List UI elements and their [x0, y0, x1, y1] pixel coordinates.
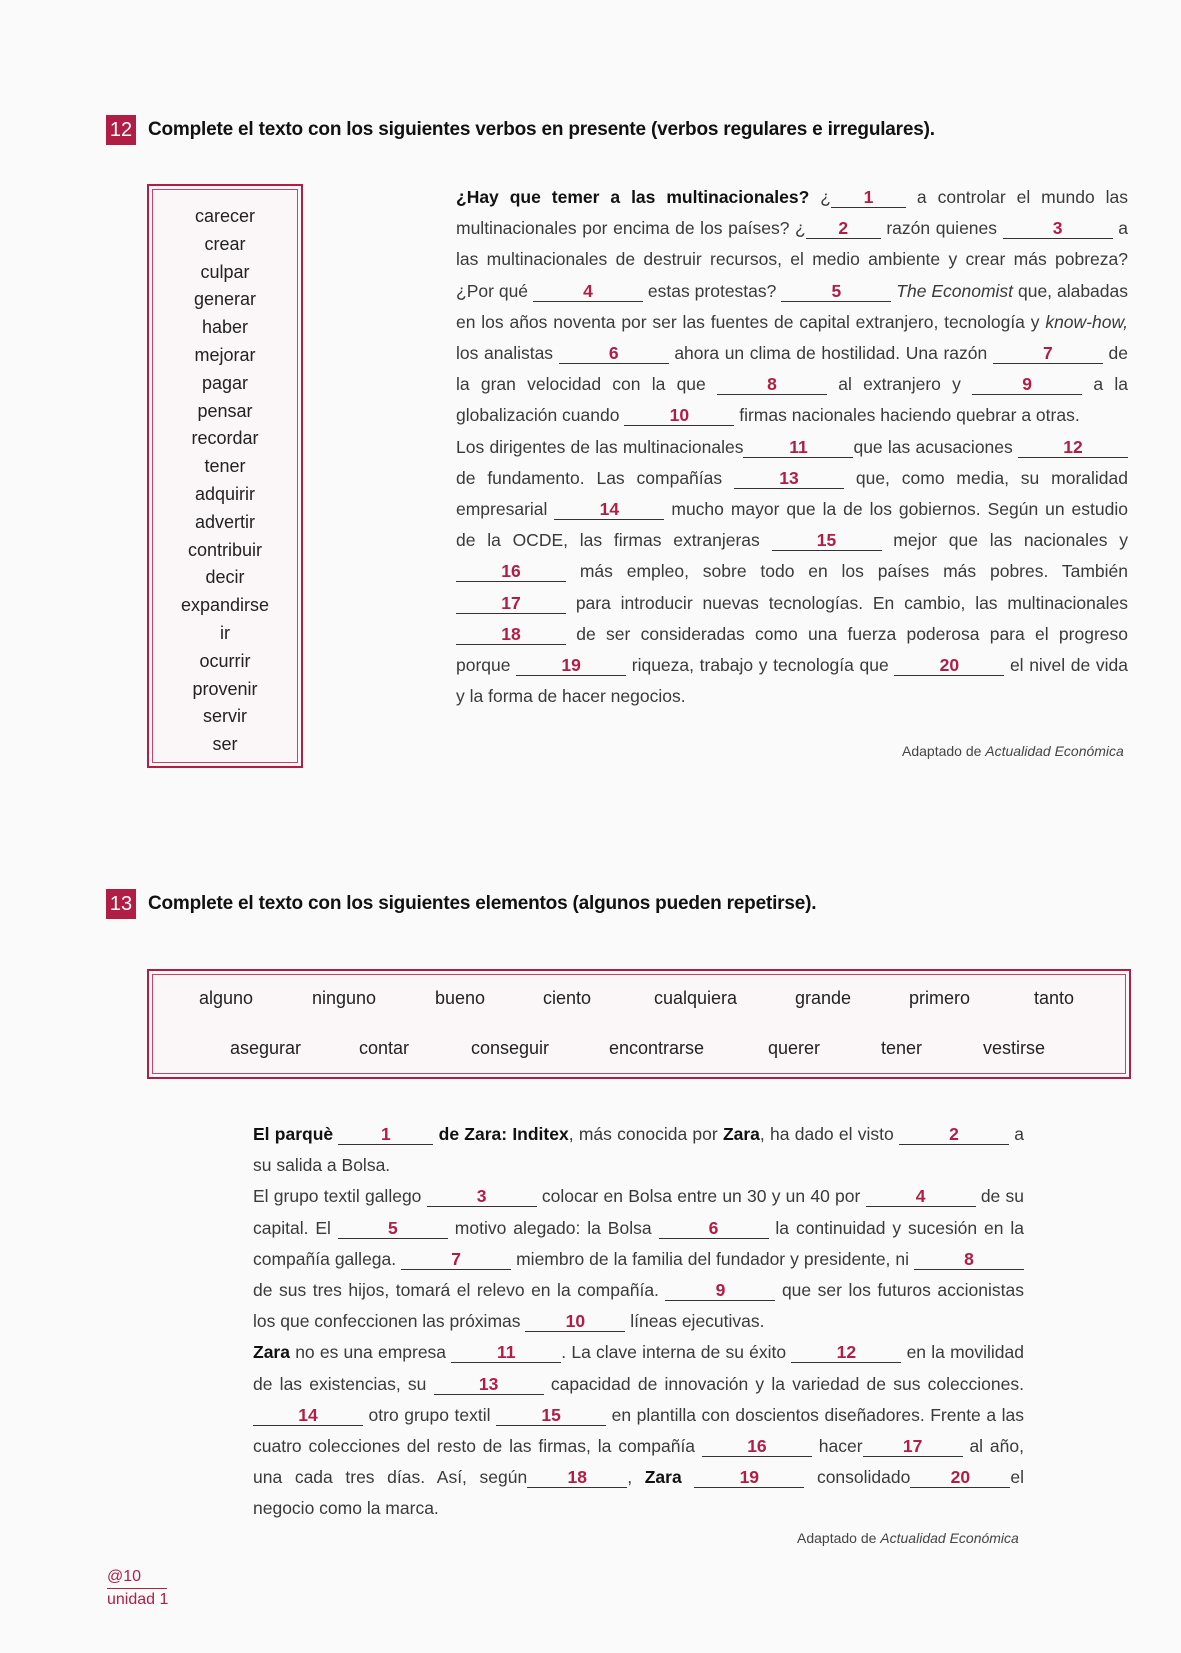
element-word: alguno: [199, 988, 254, 1008]
blank-4[interactable]: 4: [533, 281, 643, 302]
text: razón quienes: [886, 218, 998, 239]
text: que, como media, su moralidad empresarial: [456, 467, 1128, 520]
text: Zara: [644, 1467, 682, 1488]
verb-item: mejorar: [194, 344, 256, 365]
text: de sus tres hijos, tomará el relevo en la compañía.: [253, 1280, 659, 1301]
paragraph: [456, 432, 1128, 713]
element-word: grande: [795, 988, 852, 1008]
source-credit: [797, 1530, 1019, 1546]
text: que, alabadas en los años noventa por ser las fuentes de capital extranjero, tecnología y: [456, 280, 1129, 332]
source-prefix: Adaptado de: [902, 743, 982, 759]
blank-12[interactable]: 12: [791, 1342, 901, 1363]
text: El grupo textil gallego: [253, 1186, 422, 1207]
text: Los dirigentes de las multinacionales: [456, 436, 744, 457]
verb-item: ir: [220, 622, 230, 643]
article-heading: ¿Hay que temer a las multinacionales?: [456, 187, 810, 207]
blank-8[interactable]: 8: [717, 374, 827, 395]
text: más empleo, sobre todo en los países más pobres. También: [579, 561, 1128, 582]
text: mucho mayor que la de los gobiernos. Según un estudio de la OCDE, las firmas extranjeras: [456, 499, 1128, 551]
text: firmas nacionales haciendo quebrar a otras.: [739, 405, 1080, 426]
text: Zara: [722, 1124, 760, 1144]
blank-3[interactable]: 3: [427, 1186, 537, 1207]
text: a controlar el mundo las multinacionales por encima de los países? ¿: [456, 187, 1128, 239]
blank-17[interactable]: 17: [456, 593, 566, 614]
blank-20[interactable]: 20: [894, 655, 1004, 676]
blank-11[interactable]: 11: [743, 437, 853, 458]
text: el negocio como la marca.: [253, 1467, 1024, 1519]
element-word: cualquiera: [654, 988, 738, 1008]
blank-6[interactable]: 6: [559, 343, 669, 364]
blank-13[interactable]: 13: [734, 468, 844, 489]
text: ahora un clima de hostilidad. Una razón: [674, 343, 988, 364]
element-word: querer: [768, 1038, 821, 1058]
text: al extranjero y: [838, 374, 961, 395]
text: la continuidad y sucesión en la compañía gallega.: [253, 1217, 1025, 1269]
text: los analistas: [456, 343, 554, 364]
blank-6[interactable]: 6: [659, 1218, 769, 1239]
blank-14[interactable]: 14: [554, 499, 664, 520]
exercise-title: Complete el texto con los siguientes verbos en presente (verbos regulares e irregulares).: [148, 119, 935, 140]
page-footer: [107, 1568, 168, 1609]
blank-5[interactable]: 5: [781, 281, 891, 302]
blank-2[interactable]: 2: [899, 1124, 1009, 1145]
blank-15[interactable]: 15: [772, 530, 882, 551]
verb-list-inner-border: [152, 189, 298, 763]
text: de Zara: Inditex: [438, 1124, 569, 1144]
text: en la movilidad de las existencias, su: [253, 1342, 1024, 1394]
exercise-13-text: [253, 1119, 1024, 1525]
blank-1[interactable]: 1: [831, 187, 906, 208]
blank-10[interactable]: 10: [525, 1311, 625, 1332]
blank-13[interactable]: 13: [434, 1374, 544, 1395]
paragraph: [456, 182, 1128, 432]
blank-18[interactable]: 18: [456, 624, 566, 645]
source-prefix: Adaptado de: [797, 1530, 877, 1546]
text: capacidad de innovación y la variedad de sus colecciones.: [550, 1373, 1024, 1394]
exercise-12-text: [456, 182, 1128, 712]
blank-11[interactable]: 11: [451, 1342, 561, 1363]
blank-14[interactable]: 14: [253, 1405, 363, 1426]
text: de ser consideradas como una fuerza poderosa para el progreso porque: [456, 623, 1128, 676]
text: The Economist: [896, 280, 1014, 301]
blank-12[interactable]: 12: [1018, 437, 1128, 458]
blank-18[interactable]: 18: [527, 1467, 627, 1488]
blank-7[interactable]: 7: [993, 343, 1103, 364]
text: de su capital. El: [253, 1186, 1024, 1238]
verb-item: adquirir: [194, 483, 256, 504]
text: líneas ejecutivas.: [630, 1311, 765, 1332]
page-code: @10: [107, 1568, 142, 1585]
blank-16[interactable]: 16: [456, 561, 566, 582]
verb-list-box: [147, 184, 303, 768]
blank-1[interactable]: 1: [338, 1124, 433, 1145]
exercise-number: 13: [106, 889, 136, 919]
text: motivo alegado: la Bolsa: [454, 1217, 652, 1238]
verb-item: pagar: [201, 372, 249, 393]
element-list-inner-border: [152, 974, 1126, 1074]
text: el nivel de vida y la forma de hacer negocios.: [456, 655, 1128, 707]
element-word: asegurar: [230, 1038, 302, 1058]
element-word: bueno: [435, 988, 486, 1008]
text: otro grupo textil: [368, 1404, 491, 1425]
blank-17[interactable]: 17: [863, 1436, 963, 1457]
source-name: Actualidad Económica: [985, 743, 1124, 759]
text: , más conocida por: [568, 1124, 718, 1144]
verb-item: haber: [201, 317, 249, 338]
verb-item: crear: [204, 233, 246, 254]
verb-item: ocurrir: [199, 650, 251, 671]
blank-9[interactable]: 9: [972, 374, 1082, 395]
text: El parquè: [253, 1124, 334, 1144]
verb-item: pensar: [197, 400, 253, 421]
text: ¿: [820, 187, 831, 207]
text: consolidado: [816, 1467, 911, 1488]
text: know-how,: [1045, 311, 1128, 332]
paragraph: [253, 1181, 1024, 1337]
text: miembro de la familia del fundador y presidente, ni: [516, 1248, 910, 1269]
blank-4[interactable]: 4: [866, 1186, 976, 1207]
blank-2[interactable]: 2: [806, 218, 881, 239]
text: al año, una cada tres días. Así, según: [253, 1436, 1024, 1488]
element-list-box: [147, 969, 1131, 1079]
exercise-12-header: [106, 115, 935, 145]
paragraph: [253, 1337, 1024, 1524]
text: que ser los futuros accionistas los que confeccionen las próximas: [253, 1280, 1024, 1332]
blank-3[interactable]: 3: [1003, 218, 1113, 239]
verb-item: servir: [203, 706, 247, 727]
text: a su salida a Bolsa.: [253, 1124, 1024, 1176]
verb-item: generar: [193, 289, 257, 310]
blank-16[interactable]: 16: [702, 1436, 812, 1457]
verb-item: tener: [204, 456, 246, 477]
verb-item: advertir: [194, 511, 256, 532]
unit-label: unidad 1: [107, 1591, 169, 1608]
verb-item: provenir: [192, 678, 258, 699]
element-word: vestirse: [983, 1038, 1046, 1058]
text: . La clave interna de su éxito: [561, 1342, 787, 1363]
verb-item: ser: [212, 734, 238, 755]
verb-item: culpar: [200, 261, 250, 282]
blank-15[interactable]: 15: [496, 1405, 606, 1426]
blank-5[interactable]: 5: [338, 1218, 448, 1239]
element-word: tanto: [1034, 988, 1075, 1008]
exercise-13-header: [106, 889, 816, 919]
text: que las acusaciones: [853, 436, 1013, 457]
element-word: ninguno: [312, 988, 377, 1008]
text: para introducir nuevas tecnologías. En cambio, las multinacionales: [575, 592, 1128, 613]
exercise-number: 12: [106, 115, 136, 145]
element-word: primero: [909, 988, 971, 1008]
text: a la globalización cuando: [456, 374, 1128, 426]
blank-8[interactable]: 8: [914, 1249, 1024, 1270]
text: en plantilla con doscientos diseñadores. Frente a las cuatro colecciones del resto de las firmas, la compañía: [253, 1404, 1024, 1457]
blank-19[interactable]: 19: [694, 1467, 804, 1488]
element-word: conseguir: [471, 1038, 550, 1058]
blank-7[interactable]: 7: [401, 1249, 511, 1270]
blank-9[interactable]: 9: [665, 1280, 775, 1301]
text: a las multinacionales de destruir recursos, el medio ambiente y crear más pobreza? ¿Por qué: [456, 218, 1128, 301]
text: no es una empresa: [295, 1342, 447, 1363]
blank-19[interactable]: 19: [516, 655, 626, 676]
text: , ha dado el visto: [759, 1124, 894, 1144]
paragraph: [253, 1119, 1024, 1181]
verb-item: decir: [205, 567, 245, 588]
verb-item: contribuir: [187, 539, 263, 560]
element-word: contar: [359, 1038, 410, 1058]
text: Zara: [253, 1342, 290, 1363]
element-word: tener: [881, 1038, 923, 1058]
text: mejor que las nacionales y: [893, 530, 1128, 551]
text: riqueza, trabajo y tecnología que: [631, 655, 889, 676]
text: hacer: [818, 1436, 863, 1457]
text: de la gran velocidad con la que: [456, 343, 1128, 395]
footer-divider: [107, 1588, 167, 1589]
verb-item: carecer: [194, 206, 256, 226]
blank-10[interactable]: 10: [624, 405, 734, 426]
verb-item: recordar: [191, 428, 259, 449]
exercise-title: Complete el texto con los siguientes elementos (algunos pueden repetirse).: [148, 893, 817, 914]
source-name: Actualidad Económica: [880, 1530, 1019, 1546]
verb-item: expandirse: [180, 595, 270, 616]
text: ,: [627, 1467, 633, 1488]
source-credit: [902, 743, 1124, 759]
text: colocar en Bolsa entre un 30 y un 40 por: [541, 1186, 861, 1207]
element-word: encontrarse: [609, 1038, 705, 1058]
text: estas protestas?: [647, 280, 777, 301]
text: de fundamento. Las compañías: [456, 467, 723, 488]
blank-20[interactable]: 20: [910, 1467, 1010, 1488]
element-word: ciento: [543, 988, 592, 1008]
